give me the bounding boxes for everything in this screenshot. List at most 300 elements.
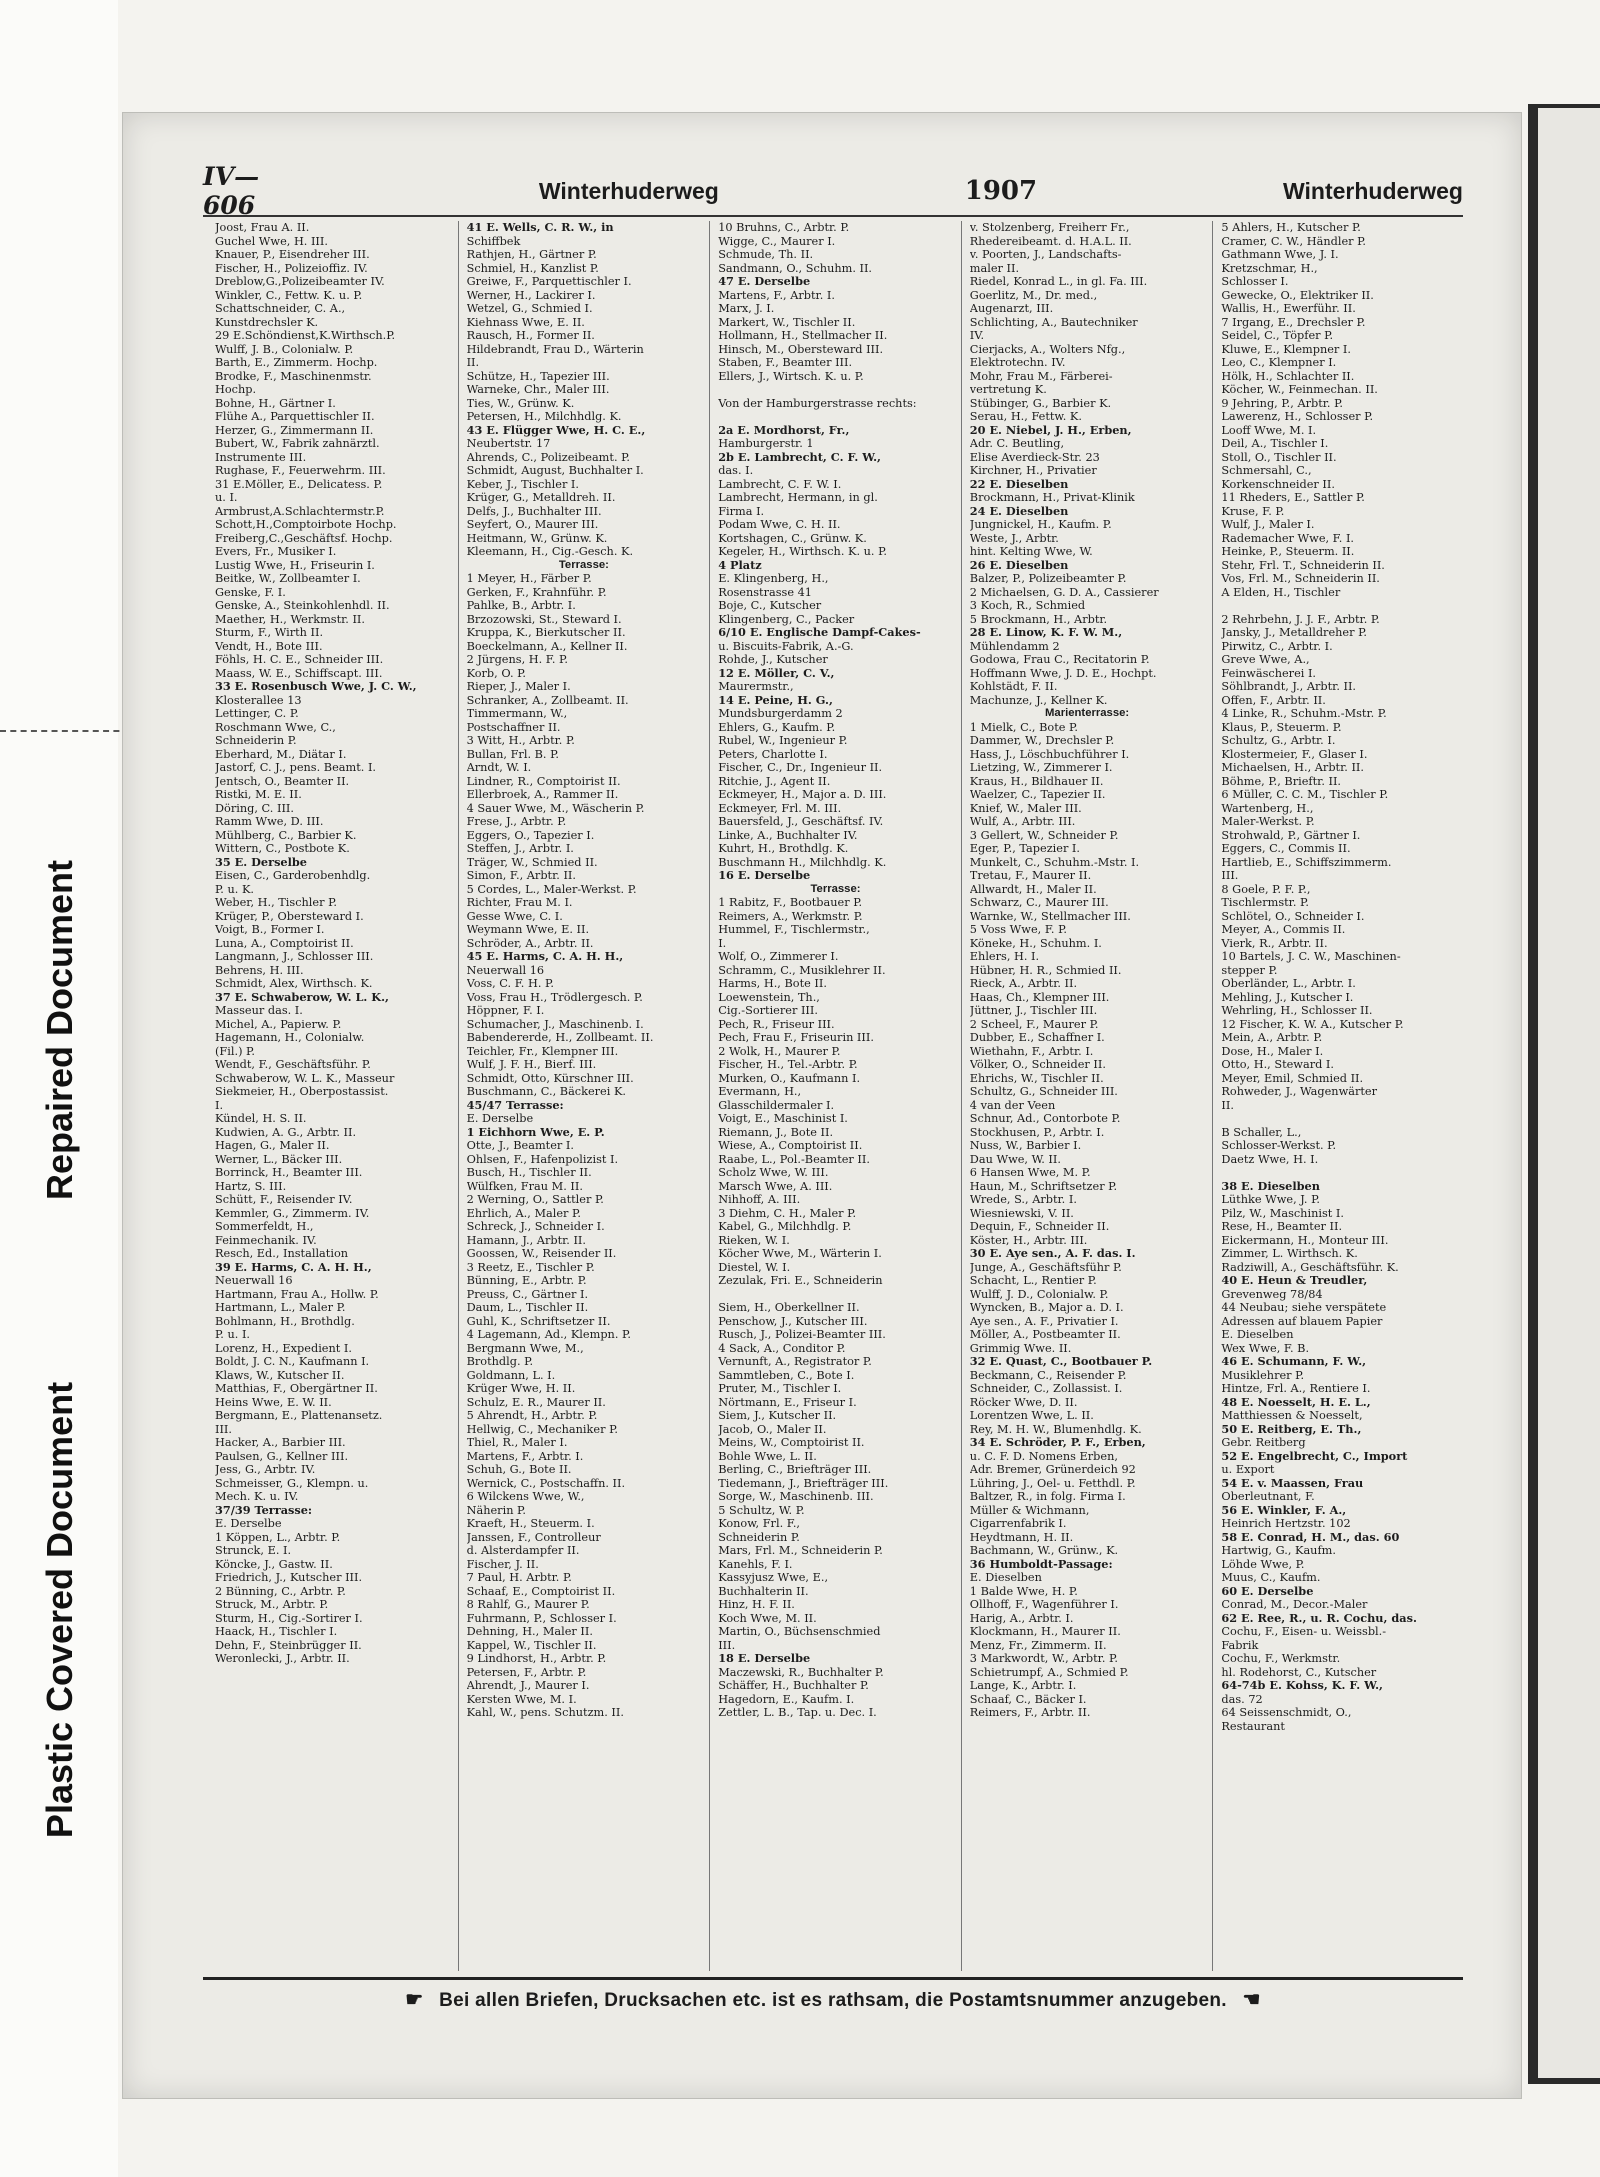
directory-entry: 18 E. Derselbe (718, 1652, 811, 1665)
directory-entry: 16 E. Derselbe (718, 869, 811, 882)
directory-entry: Glasschildermaler I. (718, 1098, 835, 1112)
directory-entry: Schütt, F., Reisender IV. (215, 1193, 353, 1206)
directory-entry: Schultz, G., Schneider III. (969, 1085, 1118, 1098)
directory-entry: P. u. K. (215, 882, 254, 896)
directory-entry: Simon, F., Arbtr. II. (466, 869, 576, 882)
directory-entry: Sommerfeldt, H., (215, 1220, 314, 1233)
directory-entry: Wex Wwe, F. B. (1221, 1341, 1310, 1355)
directory-entry: 10 Bartels, J. C. W., Maschinen- (1221, 950, 1401, 963)
directory-entry: Linke, A., Buchhalter IV. (718, 828, 858, 842)
directory-entry: Maurermstr., (718, 680, 794, 693)
directory-entry: Stübinger, G., Barbier K. (969, 396, 1112, 410)
directory-entry: Lüthke Wwe, J. P. (1221, 1193, 1320, 1206)
directory-entry: Eger, P., Tapezier I. (969, 842, 1080, 855)
directory-entry: Buschmann H., Milchhdlg. K. (718, 855, 887, 869)
directory-entry: Schneiderin P. (215, 734, 297, 747)
directory-entry: Munkelt, C., Schuhm.-Mstr. I. (969, 855, 1140, 869)
directory-entry: Wiesniewski, V. II. (969, 1206, 1074, 1220)
directory-entry: Riemann, J., Bote II. (718, 1125, 834, 1139)
directory-entry: Schaaf, C., Bäcker I. (969, 1692, 1087, 1706)
directory-entry: Daum, L., Tischler II. (466, 1301, 589, 1314)
directory-entry: Sturm, F., Wirth II. (215, 626, 324, 639)
column-5 (1213, 221, 1465, 1971)
directory-entry: Knauer, P., Eisendreher III. (215, 248, 370, 261)
directory-entry: Bauersfeld, J., Geschäftsf. IV. (718, 815, 884, 828)
directory-entry: Wehrling, H., Schlosser II. (1221, 1004, 1373, 1017)
directory-entry: Schramm, C., Musiklehrer II. (718, 963, 886, 977)
directory-entry: Menz, Fr., Zimmerm. II. (969, 1638, 1107, 1652)
directory-entry: Schlosser-Werkst. P. (1221, 1139, 1337, 1152)
directory-entry: Zettler, L. B., Tap. u. Dec. I. (718, 1706, 877, 1719)
directory-entry: Kohlstädt, F. II. (969, 680, 1058, 693)
directory-entry: Kortshagen, C., Grünw. K. (718, 531, 867, 545)
directory-entry: Reimers, A., Werkmstr. P. (718, 909, 863, 923)
street-name-right: Winterhuderweg (1283, 177, 1463, 204)
directory-entry: Looff Wwe, M. I. (1221, 423, 1317, 437)
directory-entry: Martens, F., Arbtr. I. (466, 1449, 584, 1463)
directory-entry: II. (466, 356, 480, 369)
directory-entry: Haack, H., Tischler I. (215, 1625, 338, 1638)
directory-entry: Mühlendamm 2 (969, 639, 1060, 653)
directory-entry: 62 E. Ree, R., u. R. Cochu, das. (1221, 1611, 1417, 1625)
directory-entry: Ehlers, H. I. (969, 950, 1040, 963)
directory-entry: Bergmann Wwe, M., (466, 1341, 584, 1355)
directory-entry: Weste, J., Arbtr. (969, 531, 1059, 545)
directory-entry: Buchhalterin II. (718, 1584, 809, 1598)
directory-entry: Pirwitz, C., Arbtr. I. (1221, 639, 1333, 653)
directory-entry: Dehn, F., Steinbrügger II. (215, 1638, 362, 1652)
directory-entry: Kündel, H. S. II. (215, 1112, 307, 1125)
directory-entry: Schlötel, O., Schneider I. (1221, 909, 1365, 923)
directory-entry: Eickermann, H., Monteur III. (1221, 1233, 1389, 1247)
directory-entry: Wulf, J. F. H., Bierf. III. (466, 1058, 597, 1071)
directory-entry: 6 Hansen Wwe, M. P. (969, 1166, 1091, 1179)
directory-entry: Brodke, F., Maschinenmstr. (215, 369, 372, 383)
directory-entry: Schreck, J., Schneider I. (466, 1220, 605, 1233)
directory-entry: stepper P. (1221, 963, 1278, 977)
directory-entry: Kanehls, F. I. (718, 1557, 793, 1571)
directory-entry: 8 Rahlf, G., Maurer P. (466, 1598, 590, 1611)
directory-entry: Pilz, W., Maschinist I. (1221, 1206, 1344, 1220)
directory-entry: 3 Diehm, C. H., Maler P. (718, 1206, 857, 1220)
directory-entry: Schmidt, August, Buchhalter I. (466, 464, 644, 477)
directory-entry: maler II. (969, 261, 1020, 275)
directory-entry: Hollmann, H., Stellmacher II. (718, 329, 888, 342)
directory-entry: 64-74b E. Kohss, K. F. W., (1221, 1679, 1383, 1692)
directory-entry: Stoll, O., Tischler II. (1221, 450, 1337, 464)
directory-entry: Greiwe, F., Parquettischler I. (466, 275, 632, 288)
archive-side-strip (0, 0, 118, 2177)
directory-entry: 11 Rheders, E., Sattler P. (1221, 491, 1365, 504)
directory-entry: Schmiel, H., Kanzlist P. (466, 261, 599, 275)
directory-entry: 29 E.Schöndienst,K.Wirthsch.P. (215, 329, 396, 342)
directory-entry: Klostermeier, F., Glaser I. (1221, 747, 1368, 761)
directory-entry: Firma I. (718, 504, 765, 518)
directory-entry: Jastorf, C. J., pens. Beamt. I. (215, 761, 376, 774)
next-page-edge-paper (1538, 108, 1600, 2078)
directory-entry: Hagedorn, E., Kaufm. I. (718, 1692, 855, 1706)
directory-entry: Marienterrasse: (1045, 707, 1130, 719)
directory-entry: Köneke, H., Schuhm. I. (969, 936, 1102, 950)
directory-entry: 1 Eichhorn Wwe, E. P. (466, 1125, 605, 1139)
directory-entry: 3 Markwordt, W., Arbtr. P. (969, 1652, 1118, 1665)
directory-entry: Köcher, W., Feinmechan. II. (1221, 383, 1378, 396)
directory-entry: I. (215, 1098, 224, 1112)
directory-entry: Tiedemann, J., Briefträger III. (718, 1476, 889, 1490)
directory-entry: Stehr, Frl. T., Schneiderin II. (1221, 558, 1385, 572)
directory-entry: Lambrecht, C. F. W. I. (718, 477, 842, 491)
directory-entry: Mein, A., Arbtr. P. (1221, 1031, 1323, 1044)
directory-entry: Kraus, H., Bildhauer II. (969, 774, 1104, 788)
directory-entry: 10 Bruhns, C., Arbtr. P. (718, 221, 850, 234)
directory-entry: Freiberg,C.,Geschäftsf. Hochp. (215, 531, 393, 545)
directory-entry: Jungnickel, H., Kaufm. P. (969, 518, 1112, 531)
directory-entry: Ristki, M. E. II. (215, 788, 302, 801)
directory-entry: Sturm, H., Cig.-Sortirer I. (215, 1611, 363, 1625)
directory-entry: Allwardt, H., Maler II. (969, 882, 1097, 896)
directory-entry: IV. (969, 329, 985, 342)
directory-entry: Nihhoff, A. III. (718, 1193, 801, 1206)
directory-entry: Kleemann, H., Cig.-Gesch. K. (466, 545, 634, 558)
directory-entry: Markert, W., Tischler II. (718, 315, 856, 329)
directory-entry: Genske, F. I. (215, 585, 286, 599)
directory-entry: 3 Koch, R., Schmied (969, 599, 1086, 612)
directory-entry: Radziwill, A., Geschäftsführ. K. (1221, 1260, 1399, 1274)
directory-entry: Janssen, F., Controlleur (466, 1530, 601, 1544)
directory-entry: Wulff, J. B., Colonialw. P. (215, 342, 354, 356)
directory-entry: Schäffer, H., Buchhalter P. (718, 1679, 869, 1692)
directory-entry: Beitke, W., Zollbeamter I. (215, 572, 361, 585)
directory-entry: Schattschneider, C. A., (215, 302, 346, 315)
directory-entry: III. (215, 1422, 232, 1436)
directory-entry: Ellerbroek, A., Rammer II. (466, 788, 619, 801)
directory-entry: u. C. F. D. Nomens Erben, (969, 1449, 1118, 1463)
directory-entry: Schlichting, A., Bautechniker (969, 315, 1138, 329)
directory-entry: Cochu, F., Eisen- u. Weissbl.- (1221, 1625, 1387, 1638)
directory-entry: Kretzschmar, H., (1221, 261, 1318, 275)
directory-entry: Timmermann, W., (466, 707, 568, 720)
directory-entry: v. Poorten, J., Landschafts- (969, 248, 1122, 261)
directory-entry: 32 E. Quast, C., Bootbauer P. (969, 1355, 1153, 1368)
directory-entry: 3 Witt, H., Arbtr. P. (466, 734, 575, 747)
directory-entry: 2 Werning, O., Sattler P. (466, 1193, 604, 1206)
directory-entry: Siem, J., Kutscher II. (718, 1409, 837, 1422)
directory-entry: Winkler, C., Fettw. K. u. P. (215, 288, 363, 302)
directory-entry: E. Derselbe (466, 1112, 534, 1125)
directory-entry: 24 E. Dieselben (969, 504, 1069, 518)
directory-entry: Voigt, B., Former I. (215, 923, 325, 936)
directory-entry: d. Alsterdampfer II. (466, 1544, 580, 1557)
directory-entry: Lietzing, W., Zimmerer I. (969, 761, 1113, 774)
directory-entry: 52 E. Engelbrecht, C., Import (1221, 1449, 1408, 1463)
directory-entry: 44 Neubau; siehe verspätete (1221, 1301, 1387, 1314)
directory-entry: (Fil.) P. (215, 1044, 255, 1058)
directory-entry: Instrumente III. (215, 450, 307, 464)
directory-entry: Dau Wwe, W. II. (969, 1152, 1061, 1166)
directory-entry: 6 Müller, C. C. M., Tischler P. (1221, 788, 1389, 801)
directory-entry: Schulz, E. R., Maurer II. (466, 1395, 606, 1409)
directory-entry: 48 E. Noesselt, H. E. L., (1221, 1395, 1371, 1409)
directory-entry: Kunstdrechsler K. (215, 315, 319, 329)
directory-entry: Petersen, H., Milchhdlg. K. (466, 410, 622, 423)
directory-entry: 46 E. Schumann, F. W., (1221, 1355, 1367, 1368)
directory-entry: Kudwien, A. G., Arbtr. II. (215, 1125, 357, 1139)
directory-entry: Rieper, J., Maler I. (466, 680, 571, 693)
directory-entry: Schlosser I. (1221, 275, 1289, 288)
directory-entry: Boeckelmann, A., Kellner II. (466, 639, 628, 653)
directory-entry: Röcker Wwe, D. II. (969, 1395, 1078, 1409)
directory-entry: Boldt, J. C. N., Kaufmann I. (215, 1355, 370, 1368)
directory-entry: Gerken, F., Krahnführ. P. (466, 585, 607, 599)
directory-entry: Kluwe, E., Klempner I. (1221, 342, 1351, 356)
directory-entry: Goerlitz, M., Dr. med., (969, 288, 1098, 302)
directory-entry: Rohde, J., Kutscher (718, 653, 828, 666)
directory-entry: Zimmer, L. Wirthsch. K. (1221, 1247, 1358, 1260)
directory-entry: Dequin, F., Schneider II. (969, 1220, 1110, 1233)
directory-entry: Resch, Ed., Installation (215, 1247, 349, 1260)
directory-entry: Baltzer, R., in folg. Firma I. (969, 1490, 1126, 1503)
directory-entry: Struck, M., Arbtr. P. (215, 1598, 329, 1611)
directory-entry: Meins, W., Comptoirist II. (718, 1436, 865, 1449)
directory-entry: Keber, J., Tischler I. (466, 477, 579, 491)
directory-entry: Musiklehrer P. (1221, 1368, 1305, 1382)
directory-entry: Otto, H., Steward I. (1221, 1058, 1334, 1071)
directory-entry: Wülfken, Frau M. II. (466, 1179, 583, 1193)
directory-entry: Kahl, W., pens. Schutzm. II. (466, 1706, 624, 1719)
directory-entry: Cochu, F., Werkmstr. (1221, 1652, 1341, 1665)
directory-entry: Preuss, C., Gärtner I. (466, 1287, 589, 1301)
directory-entry: 2b E. Lambrecht, C. F. W., (718, 450, 881, 464)
directory-entry: 54 E. v. Maassen, Frau (1221, 1476, 1364, 1490)
directory-entry: Busch, H., Tischler II. (466, 1166, 592, 1179)
directory-entry: Luna, A., Comptoirist II. (215, 936, 354, 950)
directory-entry: Vernunft, A., Registrator P. (718, 1355, 872, 1368)
directory-entry: 20 E. Niebel, J. H., Erben, (969, 423, 1132, 437)
directory-entry: Peters, Charlotte I. (718, 747, 828, 761)
directory-entry: Klaus, P., Steuerm. P. (1221, 720, 1342, 734)
directory-entry: 64 Seissenschmidt, O., (1221, 1706, 1352, 1719)
directory-entry: Kabel, G., Milchhdlg. P. (718, 1220, 852, 1233)
page-footer (203, 1987, 1463, 2012)
directory-entry: u. I. (215, 491, 238, 504)
directory-entry: Seidel, C., Töpfer P. (1221, 329, 1334, 342)
directory-entry: Adr. C. Beutling, (969, 437, 1065, 450)
directory-entry: Maler-Werkst. P. (1221, 815, 1315, 828)
directory-entry: 2a E. Mordhorst, Fr., (718, 423, 850, 437)
directory-entry: Löhde Wwe, P. (1221, 1557, 1305, 1571)
directory-year: 1907 (964, 176, 1038, 206)
directory-entry: 31 E.Möller, E., Delicatess. P. (215, 477, 383, 491)
directory-entry: 14 E. Peine, H. G., (718, 693, 833, 707)
directory-entry: Podam Wwe, C. H. II. (718, 518, 841, 531)
directory-entry: Mundsburgerdamm 2 (718, 707, 843, 720)
directory-entry: Adressen auf blauem Papier (1221, 1314, 1383, 1328)
directory-entry: 43 E. Flügger Wwe, H. C. E., (466, 423, 646, 437)
directory-entry: Kraeft, H., Steuerm. I. (466, 1517, 595, 1530)
directory-entry: Schmersahl, C., (1221, 464, 1312, 477)
directory-entry: Bohle Wwe, L. II. (718, 1449, 817, 1463)
directory-entry: 4 Sauer Wwe, M., Wäscherin P. (466, 801, 645, 815)
directory-entry: Korb, O. P. (466, 666, 527, 680)
directory-entry: Tischlermstr. P. (1221, 896, 1309, 909)
directory-entry: Armbrust,A.Schlachtermstr.P. (215, 504, 385, 518)
directory-entry: 58 E. Conrad, H. M., das. 60 (1221, 1530, 1400, 1544)
directory-entry: 4 Lagemann, Ad., Klempn. P. (466, 1328, 631, 1341)
directory-entry: Bohne, H., Gärtner I. (215, 396, 336, 410)
directory-entry: Knief, W., Maler III. (969, 801, 1082, 815)
directory-entry: Konow, Frl. F., (718, 1517, 801, 1530)
directory-entry: Weymann Wwe, E. II. (466, 923, 590, 936)
directory-entry: B Schaller, L., (1221, 1125, 1302, 1139)
directory-entry: Herzer, G., Zimmermann II. (215, 423, 374, 437)
directory-entry: Ramm Wwe, D. III. (215, 815, 324, 828)
directory-entry: Roschmann Wwe, C., (215, 720, 336, 734)
directory-entry: Cig.-Sortierer III. (718, 1004, 818, 1017)
directory-entry: Köncke, J., Gastw. II. (215, 1557, 333, 1571)
directory-entry: Hartz, S. III. (215, 1179, 287, 1193)
directory-entry: Föhls, H. C. E., Schneider III. (215, 653, 384, 666)
directory-entry: Babendererde, H., Zollbeamt. II. (466, 1031, 654, 1044)
directory-entry: Schott,H.,Comptoirbote Hochp. (215, 518, 397, 531)
directory-entry: E. Klingenberg, H., (718, 572, 829, 585)
directory-entry: Jacob, O., Maler II. (718, 1422, 827, 1436)
directory-entry: Vendt, H., Bote III. (215, 639, 323, 653)
directory-entry: Hildebrandt, Frau D., Wärterin (466, 342, 644, 356)
directory-entry: 2 Jürgens, H. F. P. (466, 653, 568, 666)
directory-entry: Genske, A., Steinkohlenhdl. II. (215, 599, 390, 612)
directory-entry: Näherin P. (466, 1503, 526, 1517)
pointing-hand-icon: ☛ (405, 1989, 424, 2011)
directory-entry: Eckmeyer, H., Major a. D. III. (718, 788, 887, 801)
directory-entry: 56 E. Winkler, F. A., (1221, 1503, 1347, 1517)
directory-entry: Wyncken, B., Major a. D. I. (969, 1301, 1124, 1314)
directory-entry: Murken, O., Kaufmann I. (718, 1071, 861, 1085)
directory-entry: Fischer, H., Tel.-Arbtr. P. (718, 1058, 858, 1071)
directory-entry: Pruter, M., Tischler I. (718, 1382, 842, 1395)
directory-entry: 36 Humboldt-Passage: (969, 1557, 1113, 1571)
directory-entry: Sandmann, O., Schuhm. II. (718, 261, 873, 275)
directory-entry (718, 1288, 953, 1302)
directory-entry: Mars, Frl. M., Schneiderin P. (718, 1544, 883, 1557)
directory-entry: Bubert, W., Fabrik zahnärztl. (215, 437, 380, 450)
directory-entry: III. (1221, 869, 1239, 882)
directory-entry: Hummel, F., Tischlermstr., (718, 923, 870, 936)
directory-entry: 47 E. Derselbe (718, 275, 811, 288)
directory-entry: Aye sen., A. F., Privatier I. (969, 1314, 1119, 1328)
directory-entry: Leo, C., Klempner I. (1221, 356, 1337, 369)
directory-entry: Rosenstrasse 41 (718, 585, 812, 599)
directory-entry: Borrinck, H., Beamter III. (215, 1166, 363, 1179)
directory-entry: Ehlers, G., Kaufm. P. (718, 720, 836, 734)
directory-entry: Heydtmann, H. II. (969, 1530, 1074, 1544)
directory-entry: 50 E. Reitberg, E. Th., (1221, 1422, 1362, 1436)
directory-entry: Seyfert, O., Maurer III. (466, 518, 599, 531)
directory-entry: Ohlsen, F., Hafenpolizist I. (466, 1152, 619, 1166)
directory-entry: Kiehnass Wwe, E. II. (466, 315, 585, 329)
directory-entry: Wulf, A., Arbtr. III. (969, 815, 1076, 828)
directory-entry: Cierjacks, A., Wolters Nfg., (969, 342, 1126, 356)
directory-entry: Evers, Fr., Musiker I. (215, 545, 337, 558)
directory-entry: Klosterallee 13 (215, 693, 302, 707)
directory-entry: Schwarz, C., Maurer III. (969, 896, 1109, 909)
directory-entry: Tretau, F., Maurer II. (969, 869, 1092, 882)
directory-entry: Bullan, Frl. B. P. (466, 747, 560, 761)
directory-entry: Hochp. (215, 383, 257, 396)
directory-entry: Dammer, W., Drechsler P. (969, 734, 1115, 747)
directory-entry: Gebr. Reitberg (1221, 1436, 1306, 1449)
directory-entry: Wigge, C., Maurer I. (718, 234, 836, 248)
directory-entry: Guhl, K., Schriftsetzer II. (466, 1314, 611, 1328)
directory-entry: 5 Brockmann, H., Arbtr. (969, 612, 1108, 626)
directory-entry: 6/10 E. Englische Dampf-Cakes- (718, 626, 921, 639)
directory-entry: Hamann, J., Arbtr. II. (466, 1233, 586, 1247)
directory-entry: Krüger, G., Metalldreh. II. (466, 491, 616, 504)
directory-entry: 7 Paul, H. Arbtr. P. (466, 1571, 572, 1584)
directory-entry (1221, 1112, 1457, 1126)
directory-entry: Harms, H., Bote II. (718, 977, 827, 990)
directory-entry: Berling, C., Briefträger III. (718, 1463, 872, 1476)
directory-entry: Gathmann Wwe, J. I. (1221, 248, 1339, 261)
directory-entry: Lühring, J., Oel- u. Fetthdl. P. (969, 1476, 1136, 1490)
directory-entry: Schwaberow, W. L. K., Masseur (215, 1071, 395, 1085)
directory-entry: Fabrik (1221, 1638, 1259, 1652)
directory-entry: Ritchie, J., Agent II. (718, 774, 831, 788)
directory-entry: Langmann, J., Schlosser III. (215, 950, 374, 963)
directory-entry: Neubertstr. 17 (466, 437, 551, 450)
directory-entry: Mehling, J., Kutscher I. (1221, 990, 1354, 1004)
directory-entry: v. Stolzenberg, Freiherr Fr., (969, 221, 1130, 234)
cut-line (0, 730, 140, 732)
directory-entry: Wetzel, G., Schmied I. (466, 302, 593, 315)
directory-entry: Harig, A., Arbtr. I. (969, 1611, 1074, 1625)
directory-entry: Wulf, J., Maler I. (1221, 518, 1315, 531)
directory-entry: Brzozowski, St., Steward I. (466, 612, 622, 626)
directory-entry: Maczewski, R., Buchhalter P. (718, 1665, 884, 1679)
directory-entry (1221, 1166, 1457, 1180)
directory-entry: Ahrends, C., Polizeibeamt. P. (466, 450, 631, 464)
directory-entry: Michaelsen, H., Arbtr. II. (1221, 761, 1364, 774)
directory-entry: 5 Cordes, L., Maler-Werkst. P. (466, 882, 637, 896)
directory-entry: I. (718, 936, 727, 950)
directory-entry: Köster, H., Arbtr. III. (969, 1233, 1088, 1247)
repaired-document-label: Repaired Document (39, 859, 80, 1201)
directory-entry: Offen, F., Arbtr. II. (1221, 693, 1326, 707)
directory-entry: Hagemann, H., Colonialw. (215, 1031, 365, 1044)
directory-entry: Fischer, C., Dr., Ingenieur II. (718, 761, 883, 774)
directory-entry: Neuerwall 16 (466, 963, 545, 977)
directory-entry: Müller & Wichmann, (969, 1503, 1090, 1517)
directory-entry: Grimmig Wwe. II. (969, 1341, 1072, 1355)
directory-entry: vertretung K. (969, 383, 1047, 396)
directory-entry: Goldmann, L. I. (466, 1368, 556, 1382)
directory-entry: Hintze, Frl. A., Rentiere I. (1221, 1382, 1371, 1395)
directory-entry: Döring, C. III. (215, 801, 294, 815)
directory-entry: Joost, Frau A. II. (215, 221, 310, 234)
directory-entry: Rughase, F., Feuerwehrm. III. (215, 464, 386, 477)
directory-entry: 4 Linke, R., Schuhm.-Mstr. P. (1221, 707, 1387, 720)
directory-entry: Richter, Frau M. I. (466, 896, 573, 909)
directory-entry: 45/47 Terrasse: (466, 1098, 564, 1112)
directory-entry: Oberleutnant, F. (1221, 1490, 1315, 1503)
directory-entry: Köcher Wwe, M., Wärterin I. (718, 1247, 882, 1260)
directory-entry: Lawerenz, H., Schlosser P. (1221, 410, 1374, 423)
directory-entry: Meyer, A., Commis II. (1221, 923, 1346, 936)
directory-entry: Michel, A., Papierw. P. (215, 1017, 342, 1031)
directory-entry: Terrasse: (810, 882, 861, 895)
directory-entry: Paulsen, G., Kellner III. (215, 1449, 349, 1463)
directory-entry: Mech. K. u. IV. (215, 1490, 299, 1503)
directory-entry: Kemmler, G., Zimmerm. IV. (215, 1206, 370, 1220)
